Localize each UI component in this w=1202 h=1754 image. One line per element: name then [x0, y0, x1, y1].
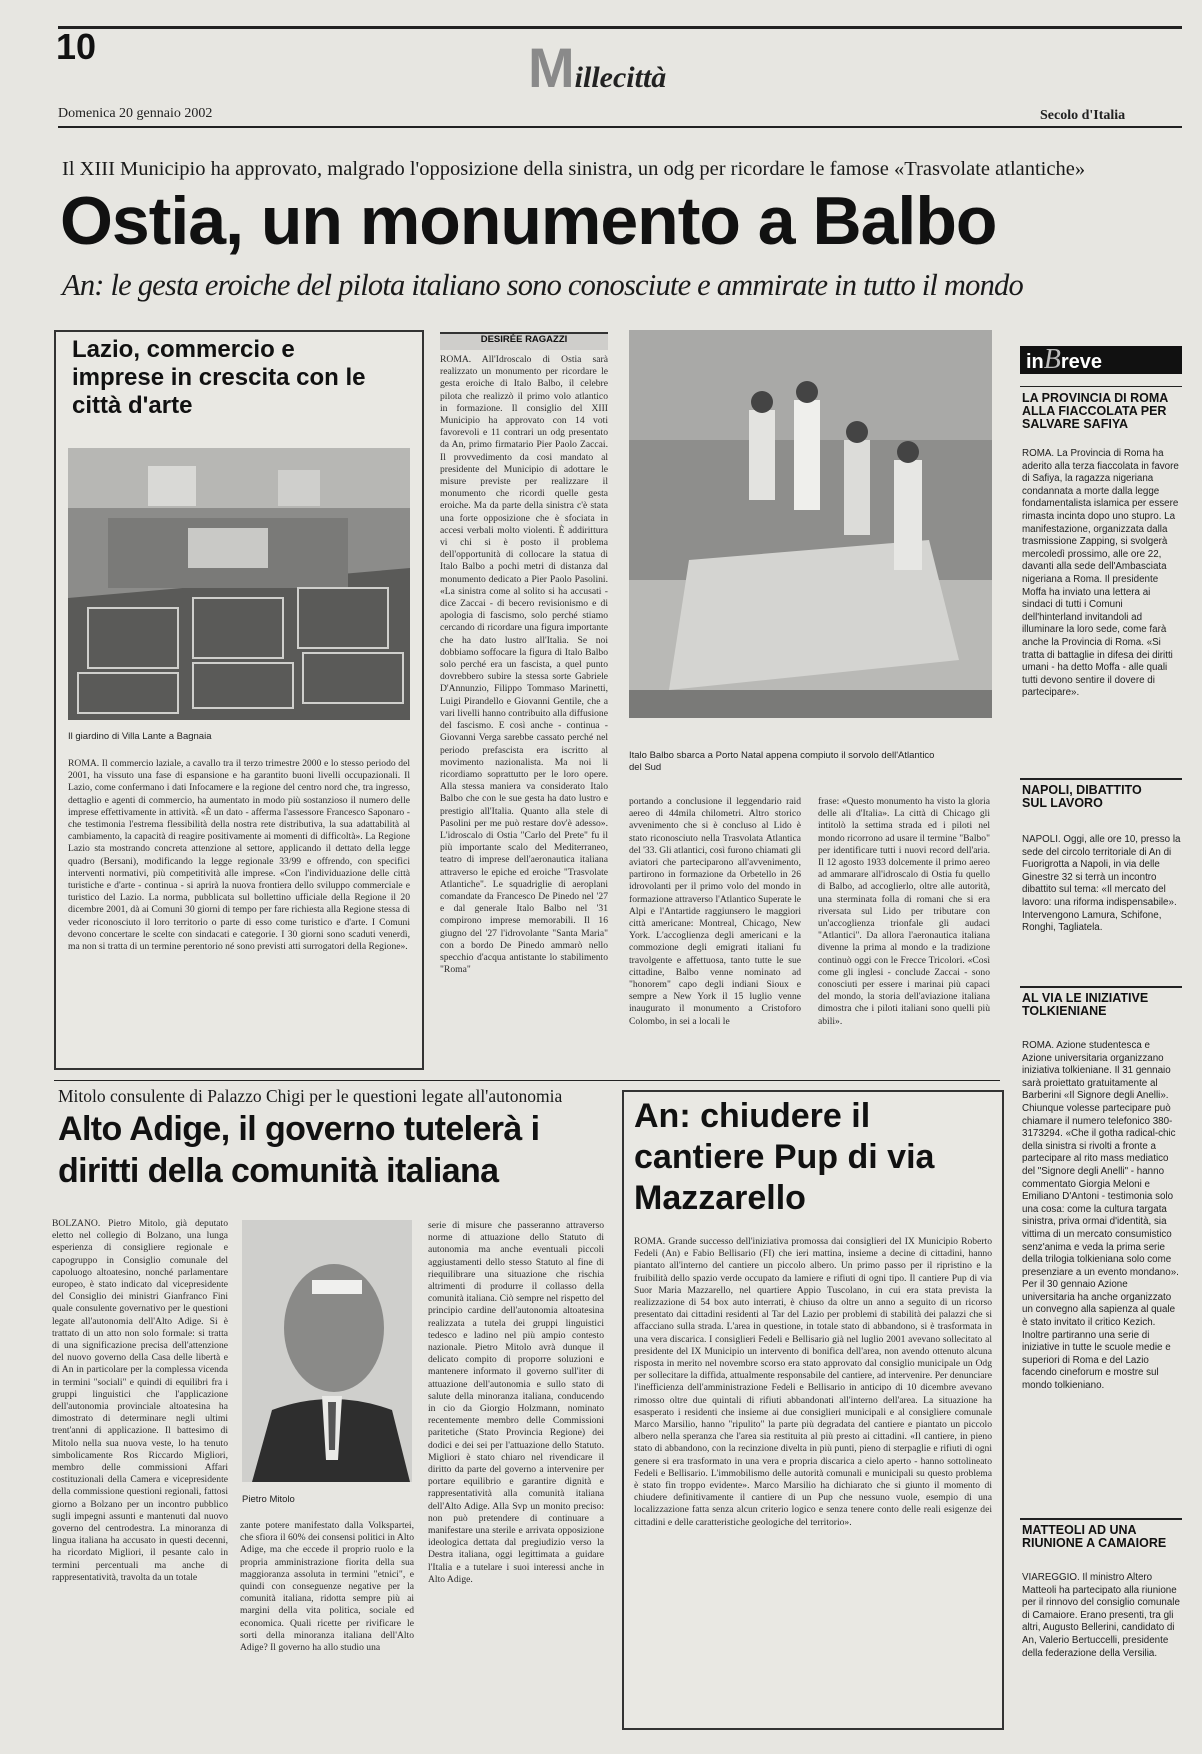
logo-in: in	[1026, 351, 1044, 373]
alto-adige-headline: Alto Adige, il governo tutelerà i diritti della comunità italiana	[58, 1110, 540, 1190]
lead-col-3: frase: «Questo monumento ha visto la gloria delle ali d'Italia». La città di Chicago gli intitolò la settima strada ed i piloti nel mondo ricorrono ad usare il termine "Balbo" per identificare tutti i nuovi record dell'aria. Il 12 agosto 1933 dolcemente il primo aereo ad ammarare all'idroscalo di Ostia fu quello di Balbo, ad accoglierlo, oltre alle autorità, una sterminata folla di romani che si era riversata sul Lido per tributare con un'accoglienza trionfale gli audaci "Atlantici". Da allora l'aeronautica italiana divenne la prima al mondo e la tradizione continuò oggi con le Frecce Tricolori. «Così come gli inglesi - conclude Zaccai - sono conosciuti per essere i marinai più capaci del mondo, la storia dell'aviazione italiana dimostra che i piloti italiani sono quelli più abili».	[818, 796, 990, 1027]
alto-adige-col-2: zante potere manifestato dalla Volkspartei, che sfiora il 60% dei consensi politici in Alto Adige, ma che eccede il proprio ruolo e la propria amministrazione fiorita della sua maggioranza assoluta in termini "etnici", e quindi con conseguenze negative per la comunità italiana, ridotta sempre più ai margini della vita politica, sociale ed economica. Quali ricette per rivificare le sorti della minoranza italiana dell'Alto Adige? Il governo ha allo studio una	[240, 1520, 414, 1654]
logo-b: B	[1043, 344, 1061, 375]
brief-3-title: AL VIA LE INIZIATIVE TOLKIENIANE	[1022, 991, 1149, 1018]
brief-2-text: NAPOLI. Oggi, alle ore 10, presso la sede del circolo territoriale di An di Fuorigrotta a Napoli, in via delle Ginestre 32 si terrà un incontro dibattito sul tema: «Il mercato del lavoro: una riforma indispensabile». Intervengono Lamura, Schifone, Ronghi, Tagliatela.	[1022, 834, 1181, 934]
in-breve-logo	[1020, 346, 1182, 374]
lead-byline: DESIRÉE RAGAZZI	[480, 334, 568, 345]
balbo-image	[629, 330, 992, 718]
brief-1-title: LA PROVINCIA DI ROMA ALLA FIACCOLATA PER SALVARE SAFIYA	[1022, 391, 1168, 431]
balbo-photo	[629, 330, 992, 718]
balbo-photo-caption: Italo Balbo sbarca a Porto Natal appena compiuto il sorvolo dell'Atlantico del Sud	[629, 750, 935, 773]
logo-reve: reve	[1060, 351, 1103, 373]
garden-image	[68, 448, 410, 720]
brief-4-title: MATTEOLI AD UNA RIUNIONE A CAMAIORE	[1022, 1523, 1167, 1550]
villa-lante-photo	[68, 448, 410, 720]
lead-kicker: Il XIII Municipio ha approvato, malgrado l'opposizione della sinistra, un odg per ricordare le famose «Trasvolate atlantiche»	[62, 158, 1086, 180]
lead-headline: Ostia, un monumento a Balbo	[60, 183, 997, 259]
section-initial: M	[528, 36, 575, 99]
lead-col-2: portando a conclusione il leggendario raid aereo di 44mila chilometri. Altro storico avvenimento che si è concluso al Lido è stato riconosciuto nella Trasvolata Atlantica del '33. Gli atlantici, così furono chiamati gli aviatori che parteciparono all'avvenimento, partirono in formazione da Orbetello in 26 idrovolanti per il primo volo del mondo in formazione attraverso l'Atlantico Superate le Alpi e l'Antartide raggiunsero le maggiori città americane: Montreal, Chicago, New York. L'accoglienza degli americani e la commozione degli emigrati italiani fu travolgente e affettuosa, tanto tutte le sue cittadine, Balbo venne nominato ad "honorem" capo degli indiani Sioux e sempre a New York il 15 luglio venne inaugurato il monumento a Cristoforo Colombo, in sei a locali le	[629, 796, 801, 1027]
brief-4-text: VIAREGGIO. Il ministro Altero Matteoli ha partecipato alla riunione per il rinnovo del consiglio comunale di Camaiore. Erano presenti, tra gli altri, Augusto Bellerini, candidato di An, Valerio Bertuccelli, presidente della federazione della Versilia.	[1022, 1572, 1180, 1659]
pup-headline: An: chiudere il cantiere Pup di via Mazzarello	[634, 1097, 935, 1217]
lazio-headline: Lazio, commercio e imprese in crescita con le città d'arte	[72, 336, 366, 419]
section-name: illecittà	[574, 61, 667, 94]
alto-adige-kicker: Mitolo consulente di Palazzo Chigi per le questioni legate all'autonomia	[58, 1086, 563, 1106]
brief-1-text: ROMA. La Provincia di Roma ha aderito alla terza fiaccolata in favore di Safiya, la ragazza nigeriana condannata a morte dalla legge fondamentalista islamica per essere rimasta incinta dopo uno stupro. La manifestazione, organizzata dalla trasmissione Zapping, si svolgerà mercoledì prossimo, alle ore 22, davanti alla sede dell'Ambasciata nigeriana a Roma. Il presidente Moffa ha inviato una lettera ai sindaci di tutti i Comuni dell'hinterland invitandoli ad illuminare la loro sede, come farà anche la Provincia di Roma. «Si tratta di battaglie in difesa dei diritti umani - ha detto Moffa - alle quali tutti devono sentire il dovere di partecipare».	[1022, 448, 1179, 699]
mitolo-caption: Pietro Mitolo	[242, 1494, 295, 1505]
issue-date: Domenica 20 gennaio 2002	[58, 106, 213, 121]
brief-3-text: ROMA. Azione studentesca e Azione universitaria organizzano iniziativa tolkieniane. Il 31 gennaio sarà proiettato gratuitamente al Barberini «Il Signore degli Anelli». Chiunque volesse partecipare può chiamare il numero telefonico 380-3173294. «Che il gotha radical-chic della sinistra si rivolti a fronte a partecipare al rito mass mediatico del "Signore degli Anelli" - hanno commentato Giorgia Meloni e Emiliano D'Antoni - testimonia solo una cosa: come la cultura targata sinistra, priva ormai d'identità, sia vittima di un mercato consumistico senz'anima e veda la prima serie della trilogia tolkieniana solo come presenziare a un evento mondano». Per il 30 gennaio Azione universitaria ha anche organizzato un convegno alla sapienza al quale è stato invitato il critico Kezich. Inoltre partiranno una serie di iniziative in tutte le scuole medie e superiori di Roma e del Lazio facendo cineforum e mostre sul mondo tolkieniano.	[1022, 1040, 1179, 1392]
lead-subhead: An: le gesta eroiche del pilota italiano sono conosciute e ammirate in tutto il mondo	[62, 268, 1023, 302]
alto-adige-col-1: BOLZANO. Pietro Mitolo, già deputato eletto nel collegio di Bolzano, una lunga esperienza di consigliere regionale e capogruppo in Consiglio comunale del capoluogo altoatesino, nonché parlamentare europeo, è stato indicato dal vicepresidente del Consiglio dei ministri Gianfranco Fini quale consulente governativo per le questioni legate all'autonomia dell'Alto Adige. Si è trattato di un atto non solo formale: si tratta di una significazione precisa dell'attenzione del nuovo governo della Casa delle libertà e di An in particolare per la complessa vicenda in termini "sociali" e quindi di equilibri fra i gruppi linguistici che l'applicazione dell'autonomia provinciale altoatesina ha dimostrato di determinare negli ultimi trent'anni di applicazione. Il battesimo di Mitolo nella sua nuova veste, lo ha tenuto simbolicamente Ros Riccardo Migliori, membro delle commissioni Affari costituzionali della Camera e vicepresidente della commissione questioni regionali, fattosi giorno a Bolzano per un incontro pubblico sugli impegni assunti e mantenuti dal nuovo governo del centrodestra. La minoranza di lingua italiana ha accusato in questi decenni, ha ricordato Migliori, il pesante calo in termini percentuali ma anche di rappresentatività, travolta da un totale	[52, 1218, 228, 1583]
alto-adige-col-3: serie di misure che passeranno attraverso norme di attuazione dello Statuto di autonomia ma anche eventuali piccoli aggiustamenti dello stesso Statuto al fine di riequilibrare una situazione che rischia altrimenti di produrre il collasso della comunità italiana. Ciò sempre nel rispetto del principio cardine dell'autonomia altoatesina realizzata a tutela dei gruppi linguistici tedesco e ladino nel più ampio contesto nazionale. Pietro Mitolo avrà dunque il delicato compito di proporre soluzioni e mantenere informato il governo sull'iter di attuazione dell'autonomia e sullo stato di salute della minoranza italiana, conducendo in cio da Giorgio Holzmann, nominato recentemente membro delle Commissioni paritetiche (Stato Provincia Regione) dei dodici e dei sei per l'attuazione dello Statuto. Migliori è stato chiaro nel rivendicare il diritto da parte del governo a intervenire per portare equilibrio e garantire dignità e rappresentatività alla comunità italiana dell'Alto Adige. Alla Svp un monito preciso: non può pretendere di continuare a manifestare una sterile e arrivata opposizione ideologica dettata dal pregiudizio verso la Destra italiana, oggi legittimata a guidare l'Italia e a tutelare i suoi interessi anche in Alto Adige.	[428, 1220, 604, 1585]
section-title	[528, 36, 667, 99]
lead-col-1: ROMA. All'Idroscalo di Ostia sarà realizzato un monumento per ricordare le gesta eroiche di Italo Balbo, il celebre pilota che realizzò il primo volo atlantico in formazione. Il consiglio del XIII Municipio ha approvato con 14 voti favorevoli e 11 contrari un odg presentato da An, primo firmatario Pier Paolo Zaccai. Il provvedimento da cosi mandato al presidente del Municipio di adottare le misure previste per realizzare il monumento che ricordi quelle gesta eroiche. Ma da parte della sinistra c'è stata una forte opposizione che è sfociata in accesi verbali molto violenti. È addirittura vi chi si è posto il problema dell'opportunità di collocare la statua di Italo Balbo a pochi metri di distanza dal monumento dedicato a Pier Paolo Pasolini. «La sinistra come al solito si ha accusati - dice Zaccai - di becero revisionismo e di apologia di fascismo, solo perché stiamo cercando di ricordare una figura importante che ha dato lustro all'Italia. Se noi dobbiamo soffocare la figura di Italo Balbo solo perché era un fascista, a quel punto dovrebbero subire la stessa sorte Gabriele D'Annunzio, Filippo Tommaso Marinetti, Luigi Pirandello e Giovanni Gentile, che a vari livelli hanno contribuito alla diffusione del fascismo. E così anche - continua - Giovanni Verga sarebbe cassato perché nel periodo prefascista era iscritto al movimento nazionalista. Ma noi li ricordiamo soprattutto per le loro opere. Alla stessa maniera va considerato Italo Balbo che con le sue gesta ha dato lustro e prestigio all'Italia. Quanto alla stele di Pasolini per me può restare dov'è adesso». L'idroscalo di Ostia "Carlo del Prete" fu il più importante scalo del Mediterraneo, teatro di imprese dell'aeronautica italiana attraverso le epiche ed eroiche "Trasvolate Atlantiche". Le squadriglie di aeroplani comandate da Francesco De Pinedo nel '27 e dal generale Italo Balbo nel '31 compirono imprese memorabili. Il 16 giugno del '27 l'idrovolante "Santa Maria" con a bordo De Pinedo ammarò nello specchio d'acqua antistante lo stabilimento "Roma"	[440, 354, 608, 976]
page-number: 10	[56, 26, 97, 67]
pup-body: ROMA. Grande successo dell'iniziativa promossa dai consiglieri del IX Municipio Roberto Fedeli (An) e Fabio Bellisario (FI) che ieri mattina, insieme a decine di cittadini, hanno piantato all'interno del cantiere un piccolo albero. Un primo passo per il ripristino e la fruibilità dello spazio verde occupato da lamiere e rifiuti di ogni tipo. Il cantiere Pup di via Suor Maria Mazzarello, nel quartiere Appio Tuscolano, in cui era stata prevista la realizzazione di 54 box auto interrati, è chiuso da oltre un anno a seguito di un ricorso presentato dai cittadini residenti al Tar del Lazio per problemi di stabilità dei palazzi che si affacciano sulla strada. L'area in questione, in totale stato di abbandono, si è trasformata in una vera discarica. I consiglieri Fedeli e Bellisario già nel luglio 2001 avevano sollecitato al presidente del IX Municipio un intervento di bonifica dell'area, non avendo ottenuto alcuna risposta in merito nel novembre scorso era stato approvato dal consiglio municipale un Odg per sollecitare la diffida, attualmente responsabile del cantiere, ad intervenire. Per denunciare l'inefficienza dell'amministrazione Fedeli e Bellisario in anticipo di 10 dicembre avevano rimosso oltre due quintali di rifiuti abbandonati all'interno dell'area. La situazione ha esasperato i residenti che insieme ai due consiglieri municipali e al consigliere comunale Marco Marsilio, hanno "ripulito" la parte più degradata del cantiere e piantato un piccolo albero nella speranza che l'area sia restituita al più presto ai cittadini. «Il cantiere, in pieno stato di abbandono, con la recinzione divelta in più punti, pieno di sterpaglie e rifiuti di ogni genere si era trasformato in una vera e propria discarica a cielo aperto - hanno sottolineato Fedeli e Bellisario. L'immobilismo delle autorità comunali e municipali su questo problema è stato fin troppo evidente». Marco Marsilio ha dichiarato che si giunto il momento di chiudere definitivamente il cantiere di un Pup che nessuno vuole, esempio di una localizzazione fatta senza alcun criterio logico e senza tenere conto delle reali esigenze dei cittadini e delle caratteristiche geologiche del territorio».	[634, 1236, 992, 1528]
brief-2-title: NAPOLI, DIBATTITO SUL LAVORO	[1022, 783, 1142, 810]
paper-name: Secolo d'Italia	[1040, 108, 1126, 123]
lazio-body: ROMA. Il commercio laziale, a cavallo tra il terzo trimestre 2000 e lo stesso periodo del 2001, ha vissuto una fase di espansione e ha garantito buoni livelli occupazionali. Il Lazio, come confermano i dati Infocamere e la regione del centro nord che, tra ingresso, dettaglio e agenti di commercio, ha aumentato in modo più sostanzioso il numero delle imprese effettivamente in attività. «È un dato - afferma l'assessore Francesco Saponaro - che testimonia l'estrema flessibilità della nostra rete distributiva, la sua adattabilità al cambiamento, la capacità di reagire positivamente ai momenti di difficoltà». La Regione Lazio sta mostrando concreta attenzione al settore, applicando il dettato della legge quadro (Bersani), modificando la legge regionale 33/99 e offrendo, con specifici interventi normativi, più competitività alle imprese. «Con l'individuazione delle città turistiche e d'arte - continua - si aprirà la nuova frontiera dello sviluppo commerciale e turistico del Lazio. La norma, pubblicata sul bollettino ufficiale della Regione il 20 dicembre 2001, dà ai Comuni 30 giorni di tempo per fare richiesta alla Regione stessa di veder riconosciuto il loro territorio o parte di esso come turistico e d'arte. I Comuni devono concertare le scelte con sindacati e categorie. I 30 giorni sono scaduti venerdì, ma non si tratta di un termine perentorio né sono previsti atti surrogatori della Regione».	[68, 758, 410, 953]
mitolo-photo	[242, 1220, 412, 1482]
mitolo-portrait	[242, 1220, 412, 1482]
lazio-photo-caption: Il giardino di Villa Lante a Bagnaia	[68, 731, 212, 742]
